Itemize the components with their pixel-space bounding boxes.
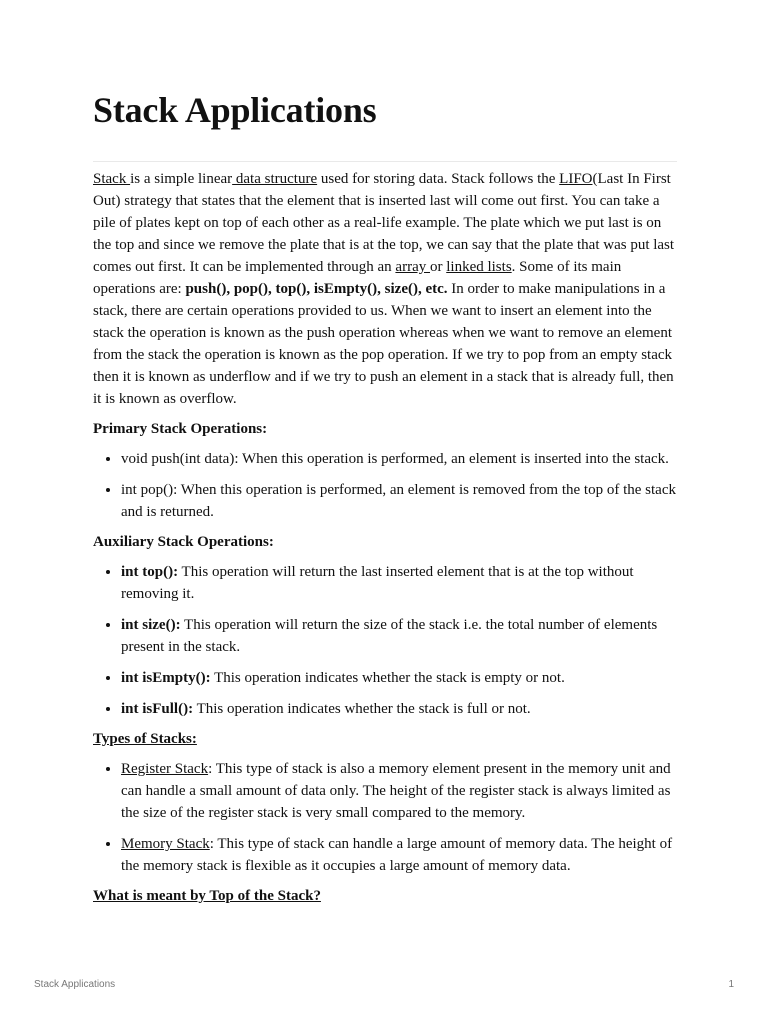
operation-name: int isFull(): <box>121 701 194 717</box>
intro-text-6: In order to make manipulations in a stack, there are certain operations provided to us. When we want to insert an element into the stack the operation is known as the push operation whereas when we want to remove an element from the stack the operation is known as the pop operation. If we try to pop from an empty stack then it is known as underflow and if we try to push an element in a stack that is already full, then it is known as overflow. <box>93 281 674 407</box>
link-stack[interactable]: Stack <box>93 171 131 187</box>
intro-text-3: (Last In First Out) strategy that states that the element that is inserted last will come out first. You can take a pile of plates kept on top of each other as a real-life example. The plate which we put last is on the top and since we remove the plate that is at the top, we can say that the plate that was put last comes out first. It can be implemented through an <box>93 171 675 275</box>
operation-description: This operation will return the size of the stack i.e. the total number of elements present in the stack. <box>121 617 658 655</box>
footer-page-number: 1 <box>728 979 734 990</box>
primary-operations-heading: Primary Stack Operations: <box>93 421 268 437</box>
list-item <box>121 561 677 605</box>
top-heading-text: What is meant by Top of the Stack? <box>93 888 321 904</box>
types-of-stacks-heading <box>93 728 677 750</box>
link-linked-lists[interactable]: linked lists <box>446 259 512 275</box>
intro-paragraph <box>93 168 677 410</box>
list-item <box>121 614 677 658</box>
list-item: • int pop(): When this operation is performed, an element is removed from the top of the stack and is returned. <box>121 479 677 523</box>
primary-operations-list <box>93 448 677 523</box>
title-divider <box>93 161 677 162</box>
types-heading-text: Types of Stacks: <box>93 731 197 747</box>
main-operations-list: push(), pop(), top(), isEmpty(), size(), etc. <box>185 281 448 297</box>
link-data-structure[interactable]: data structure <box>232 171 318 187</box>
link-array[interactable]: array <box>395 259 430 275</box>
list-item <box>121 758 677 824</box>
footer-title: Stack Applications <box>34 979 116 990</box>
operation-name: int isEmpty(): <box>121 670 211 686</box>
auxiliary-operations-heading: Auxiliary Stack Operations: <box>93 534 274 550</box>
operation-description: This operation will return the last inserted element that is at the top without removing it. <box>121 564 634 602</box>
operation-description: This operation indicates whether the stack is empty or not. <box>210 670 565 686</box>
list-item <box>121 698 677 720</box>
type-description: : This type of stack is also a memory element present in the memory unit and can handle a small amount of data only. The height of the register stack is always limited as the size of the register stack is very small compared to the memory. <box>121 761 671 821</box>
intro-text-5: . Some of its main operations are: <box>93 259 622 297</box>
link-memory-stack[interactable]: Memory Stack <box>121 836 210 852</box>
intro-text-1: is a simple linear <box>130 171 233 187</box>
document-body <box>93 168 677 907</box>
types-of-stacks-list <box>93 758 677 877</box>
operation-name: int size(): <box>121 617 181 633</box>
intro-text-2: used for storing data. Stack follows the <box>317 171 560 187</box>
list-item <box>121 833 677 877</box>
page-title: Stack Applications <box>93 90 377 130</box>
list-item: • void push(int data): When this operation is performed, an element is inserted into the stack. <box>121 448 677 470</box>
link-lifo[interactable]: LIFO <box>559 171 593 187</box>
operation-name: int top(): <box>121 564 179 580</box>
top-of-stack-heading <box>93 885 677 907</box>
type-description: : This type of stack can handle a large amount of memory data. The height of the memory stack is flexible as it occupies a large amount of memory data. <box>121 836 673 874</box>
link-register-stack[interactable]: Register Stack <box>121 761 209 777</box>
operation-description: This operation indicates whether the stack is full or not. <box>193 701 531 717</box>
intro-text-4: or <box>429 259 447 275</box>
list-item <box>121 667 677 689</box>
auxiliary-operations-list <box>93 561 677 720</box>
